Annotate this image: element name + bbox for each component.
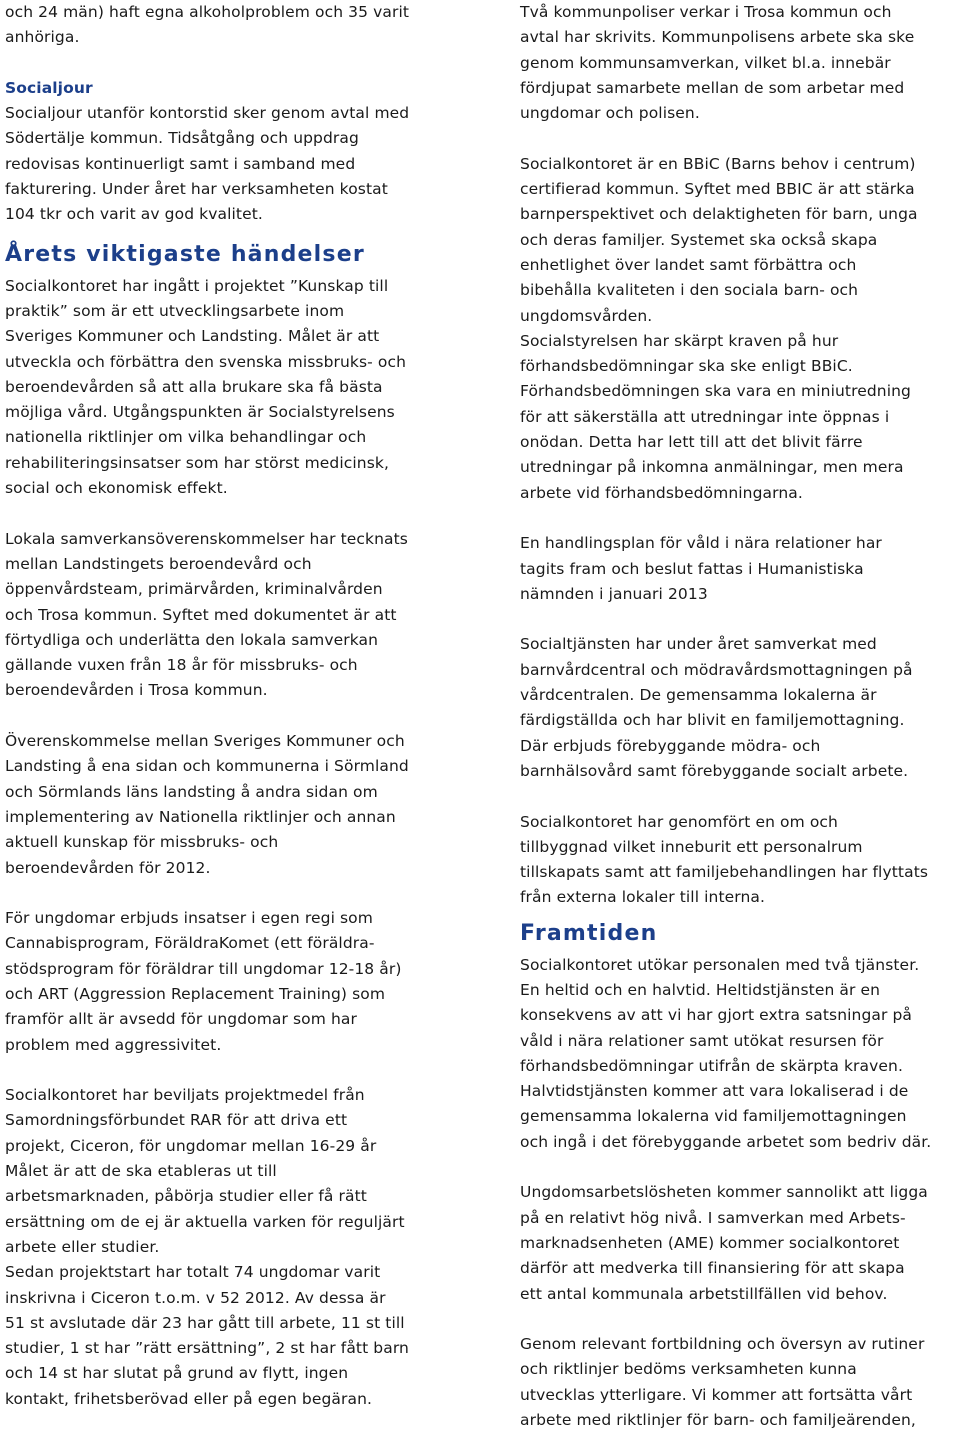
text-line: förhandsbedömningar ska ske enligt BBiC. <box>520 357 853 376</box>
text-line: förhandsbedömningar utifrån de skärpta kraven. <box>520 1056 903 1075</box>
paragraph-kommunpoliser <box>520 0 960 126</box>
text-line: tagits fram och beslut fattas i Humanistiska <box>520 559 864 578</box>
text-line: studier, 1 st har ”rätt ersättning”, 2 st har fått barn <box>5 1339 409 1358</box>
text-line: färdigställda och har blivit en familjemottagning. <box>520 711 905 730</box>
text-line: Socialstyrelsen har skärpt kraven på hur <box>520 331 839 350</box>
text-line: och ART (Aggression Replacement Training) som <box>5 984 386 1003</box>
spacer <box>520 1155 960 1180</box>
text-line: därför att medverka till finansiering för att skapa <box>520 1259 905 1278</box>
text-line: gällande vuxen från 18 år för missbruks- och <box>5 656 358 675</box>
spacer <box>5 1058 495 1083</box>
text-line: och riktlinjer bedöms verksamheten kunna <box>520 1360 857 1379</box>
text-line: Där erbjuds förebyggande mödra- och <box>520 736 821 755</box>
text-line: öppenvårdsteam, primärvården, kriminalvården <box>5 580 383 599</box>
text-line: barnvårdcentral och mödravårdsmottagningen på <box>520 660 913 679</box>
text-line: utveckla och förbättra den svenska missbruks- och <box>5 352 407 371</box>
text-line: Socialkontoret utökar personalen med två tjänster. <box>520 955 920 974</box>
text-line: konsekvens av att vi har gjort extra satsningar på <box>520 1006 913 1025</box>
spacer <box>520 607 960 632</box>
text-line: från externa lokaler till interna. <box>520 888 766 907</box>
heading-arets-viktigaste-handelser: Årets viktigaste händelser <box>5 241 365 267</box>
text-line: ungdomsvården. <box>520 306 653 325</box>
text-line: För ungdomar erbjuds insatser i egen regi som <box>5 909 373 928</box>
text-line: möjliga vård. Utgångspunkten är Socialstyrelsens <box>5 403 395 422</box>
text-line: fakturering. Under året har verksamheten kostat <box>5 180 388 199</box>
right-column <box>520 0 960 1433</box>
text-line: tillbyggnad vilket inneburit ett personalrum <box>520 837 863 856</box>
text-line: enhetlighet över landet samt förbättra och <box>520 255 857 274</box>
text-line: arbete vid förhandsbedömningarna. <box>520 483 803 502</box>
text-line: Socialkontoret har genomfört en om och <box>520 812 838 831</box>
paragraph-tillbyggnad <box>520 810 960 911</box>
left-column <box>5 0 495 1412</box>
text-line: beroendevården i Trosa kommun. <box>5 681 268 700</box>
text-line: våld i nära relationer samt utökat resursen för <box>520 1031 884 1050</box>
text-line: praktik” som är ett utvecklingsarbete inom <box>5 301 345 320</box>
text-line: beroendevården så att alla brukare ska få bästa <box>5 377 383 396</box>
text-line: Målet är att de ska etableras ut till <box>5 1162 277 1181</box>
spacer <box>520 506 960 531</box>
text-line: Förhandsbedömningen ska vara en miniutredning <box>520 382 911 401</box>
text-line: certifierad kommun. Syftet med BBIC är att stärka <box>520 180 915 199</box>
text-line: marknadsenheten (AME) kommer socialkontoret <box>520 1233 900 1252</box>
text-line: för att säkerställa att utredningar inte öppnas i <box>520 407 890 426</box>
text-line: barnhälsovård samt förebyggande socialt arbete. <box>520 761 909 780</box>
text-line: och 24 män) haft egna alkoholproblem och 35 varit <box>5 3 410 21</box>
text-line: Genom relevant fortbildning och översyn av rutiner <box>520 1335 925 1354</box>
paragraph-overenskommelse <box>5 729 495 881</box>
text-line: ett antal kommunala arbetstillfällen vid behov. <box>520 1284 888 1303</box>
text-line: redovisas kontinuerligt samt i samband med <box>5 154 356 173</box>
text-line: Socialjour utanför kontorstid sker genom avtal med <box>5 104 410 123</box>
paragraph-ungdomsarbetsloshet <box>520 1180 960 1306</box>
text-line: Lokala samverkansöverenskommelser har tecknats <box>5 529 408 548</box>
spacer <box>520 126 960 151</box>
text-line: Socialkontoret har ingått i projektet ”Kunskap till <box>5 276 389 295</box>
paragraph-familjemottagning <box>520 632 960 784</box>
text-line: anhöriga. <box>5 28 80 47</box>
text-line: beroendevården för 2012. <box>5 858 211 877</box>
text-line: och Sörmlands läns landsting å andra sidan om <box>5 782 378 801</box>
paragraph-intro <box>5 0 495 51</box>
text-line: och Trosa kommun. Syftet med dokumentet är att <box>5 605 397 624</box>
text-line: Överenskommelse mellan Sveriges Kommuner och <box>5 732 405 751</box>
text-line: barnperspektivet och delaktigheten för barn, unga <box>520 205 918 224</box>
text-line: fördjupat samarbete mellan de som arbetar med <box>520 78 905 97</box>
text-line: Landsting å ena sidan och kommunerna i Sörmland <box>5 757 409 776</box>
text-line: och ingå i det förebyggande arbetet som bedriv där. <box>520 1132 932 1151</box>
spacer <box>520 784 960 809</box>
text-line: stödsprogram för föräldrar till ungdomar 12-18 år) <box>5 959 402 978</box>
text-line: Socialkontoret har beviljats projektmedel från <box>5 1086 365 1105</box>
text-line: framför allt är avsedd för ungdomar som har <box>5 1010 357 1029</box>
text-line: aktuell kunskap för missbruks- och <box>5 833 279 852</box>
text-line: En handlingsplan för våld i nära relationer har <box>520 534 882 553</box>
text-line: vårdcentralen. De gemensamma lokalerna är <box>520 686 877 705</box>
heading-framtiden: Framtiden <box>520 920 658 946</box>
paragraph-bbic <box>520 152 960 506</box>
spacer <box>5 881 495 906</box>
paragraph-fortbildning <box>520 1332 960 1433</box>
text-line: Södertälje kommun. Tidsåtgång och uppdrag <box>5 129 359 148</box>
text-line: arbete med riktlinjer för barn- och familjeärenden, <box>520 1411 916 1430</box>
text-line: gemensamma lokalerna vid familjemottagningen <box>520 1107 907 1126</box>
spacer <box>5 704 495 729</box>
text-line: Ungdomsarbetslösheten kommer sannolikt att ligga <box>520 1183 928 1202</box>
text-line: genom kommunsamverkan, vilket bl.a. innebär <box>520 53 891 72</box>
text-line: avtal har skrivits. Kommunpolisens arbete ska ske <box>520 28 915 47</box>
paragraph-ungdomar-insatser <box>5 906 495 1058</box>
paragraph-kunskap-till-praktik <box>5 274 495 502</box>
text-line: nämnden i januari 2013 <box>520 584 708 603</box>
spacer <box>520 1307 960 1332</box>
text-line: förtydliga och underlätta den lokala samverkan <box>5 630 379 649</box>
text-line: tillskapats samt att familjebehandlingen har flyttats <box>520 863 929 882</box>
text-line: ersättning om de ej är aktuella varken för reguljärt <box>5 1212 405 1231</box>
text-line: Socialtjänsten har under året samverkat med <box>520 635 877 654</box>
text-line: arbete eller studier. <box>5 1237 160 1256</box>
text-line: 51 st avslutade där 23 har gått till arbete, 11 st till <box>5 1313 405 1332</box>
text-line: bibehålla kvaliteten i den sociala barn- och <box>520 281 859 300</box>
text-line: nationella riktlinjer om vilka behandlingar och <box>5 428 367 447</box>
text-line: Två kommunpoliser verkar i Trosa kommun och <box>520 3 892 21</box>
text-line: onödan. Detta har lett till att det blivit färre <box>520 433 863 452</box>
text-line: utvecklas ytterligare. Vi kommer att fortsätta vårt <box>520 1385 913 1404</box>
text-line: och deras familjer. Systemet ska också skapa <box>520 230 878 249</box>
text-line: projekt, Ciceron, för ungdomar mellan 16-29 år <box>5 1136 377 1155</box>
text-line: Socialkontoret är en BBiC (Barns behov i centrum) <box>520 154 916 173</box>
subheading-socialjour: Socialjour <box>5 78 93 97</box>
text-line: mellan Landstingets beroendevård och <box>5 554 312 573</box>
spacer <box>5 501 495 526</box>
section-socialjour <box>5 76 495 228</box>
text-line: Sedan projektstart har totalt 74 ungdomar varit <box>5 1263 381 1282</box>
paragraph-personal <box>520 953 960 1155</box>
text-line: social och ekonomisk effekt. <box>5 479 228 498</box>
paragraph-ciceron <box>5 1083 495 1412</box>
text-line: rehabiliteringsinsatser som har störst medicinsk, <box>5 453 389 472</box>
text-line: problem med aggressivitet. <box>5 1035 222 1054</box>
text-line: 104 tkr och varit av god kvalitet. <box>5 205 263 224</box>
paragraph-samverkan <box>5 527 495 704</box>
text-line: En heltid och en halvtid. Heltidstjänsten är en <box>520 980 881 999</box>
text-line: Cannabisprogram, FöräldraKomet (ett föräldra- <box>5 934 375 953</box>
text-line: på en relativt hög nivå. I samverkan med Arbets- <box>520 1208 906 1227</box>
text-line: Halvtidstjänsten kommer att vara lokaliserad i de <box>520 1082 909 1101</box>
text-line: kontakt, frihetsberövad eller på egen begäran. <box>5 1389 373 1408</box>
text-line: implementering av Nationella riktlinjer och annan <box>5 807 396 826</box>
text-line: arbetsmarknaden, påbörja studier eller få rätt <box>5 1187 367 1206</box>
text-line: ungdomar och polisen. <box>520 104 700 123</box>
text-line: utredningar på inkomna anmälningar, men mera <box>520 458 904 477</box>
text-line: och 14 st har slutat på grund av flytt, ingen <box>5 1364 349 1383</box>
text-line: inskrivna i Ciceron t.o.m. v 52 2012. Av dessa är <box>5 1288 386 1307</box>
paragraph-handlingsplan <box>520 531 960 607</box>
spacer <box>5 51 495 76</box>
text-line: Samordningsförbundet RAR för att driva ett <box>5 1111 348 1130</box>
text-line: Sveriges Kommuner och Landsting. Målet är att <box>5 327 380 346</box>
